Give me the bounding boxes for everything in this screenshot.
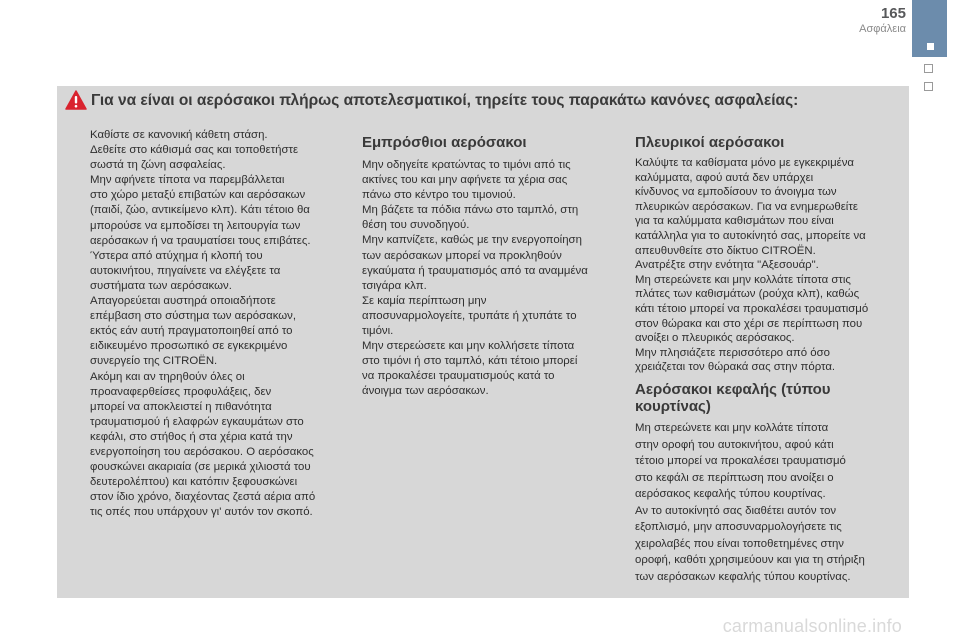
text-line: στο τιμόνι ή στο ταμπλό, κάτι τέτοιο μπορεί [362,355,578,368]
text-line: χρειάζεται τον θώρακά σας στην πόρτα. [635,361,836,374]
text-line: καλύμματα, αφού αυτά δεν υπάρχει [635,171,814,184]
page-number: 165 [880,5,906,22]
text-line: στην οροφή του αυτοκινήτου, αφού κάτι [635,438,834,451]
watermark: carmanualsonline.info [722,616,902,636]
text-line: Αν το αυτοκίνητό σας διαθέτει αυτόν τον [635,504,837,517]
text-line: Απαγορεύεται αυστηρά οποιαδήποτε [90,295,276,308]
text-line: πάνω στο κέντρο του τιμονιού. [362,189,516,202]
text-line: (παιδί, ζώο, αντικείμενο κλπ). Κάτι τέτοιο θα [90,204,310,217]
text-line: πλευρικών αερόσακων. Για να ενημερωθείτε [635,200,858,213]
text-line: Μην οδηγείτε κρατώντας το τιμόνι από τις [362,159,571,171]
text-line: στον ίδιο χρόνο, διαχέοντας ζεστά αέρια από [90,491,316,504]
text-line: στο χώρο μεταξύ επιβατών και αερόσακων [90,189,306,202]
chapter-tab-empty[interactable] [924,64,933,73]
text-line: φουσκώνει ακαριαία (σε μερικά χιλιοστά του [90,461,311,474]
text-line: Καλύψτε τα καθίσματα μόνο με εγκεκριμένα [635,157,854,169]
section-name: Ασφάλεια [859,23,906,35]
text-line: Μην καπνίζετε, καθώς με την ενεργοποίηση [362,234,582,247]
text-line: Σε καμία περίπτωση μην [362,294,487,307]
text-line: ενεργοποίηση του αερόσακου. Ο αερόσακος [90,445,314,458]
text-line: απευθυνθείτε στο δίκτυο CITROËN. [635,244,816,257]
text-line: ειδικευμένο προσωπικό σε εγκεκριμένο [90,340,288,353]
text-line: αερόσακος κεφαλής τύπου κουρτίνας. [635,488,826,500]
text-line: κεφάλι, στο στήθος ή στα χέρια κατά την [90,430,293,443]
text-line: των αερόσακων μπορεί να προκληθούν [362,249,562,262]
text-line: ακτίνες του και μην αφήνετε τα χέρια σας [362,174,568,187]
text-line: Μη στερεώνετε και μην κολλάτε τίποτα στις [635,273,851,286]
text-line: μπορούσε να εμποδίσει τη λειτουργία των [90,219,301,232]
text-line: χειρολαβές που είναι τοποθετημένες στην [635,537,845,550]
text-line: εκτός εάν αυτή πραγματοποιηθεί από το [90,325,293,338]
text-line: Μην αφήνετε τίποτα να παρεμβάλλεται [90,174,285,187]
text-line: αποσυναρμολογείτε, τρυπάτε ή χτυπάτε το [362,309,577,322]
text-line: για τα καλύμματα καθισμάτων που είναι [635,215,834,228]
text-line: δευτερολέπτου) και κατόπιν ξεφουσκώνει [90,476,298,489]
front-airbags-text [362,158,620,400]
text-line: Δεθείτε στο κάθισμά σας και τοποθετήστε [90,144,299,157]
front-airbags-heading: Εμπρόσθιοι αερόσακοι [362,134,527,151]
text-line: επέμβαση στο σύστημα των αερόσακων, [90,310,297,323]
safety-rules-title: Για να είναι οι αερόσακοι πλήρως αποτελεσματικοί, τηρείτε τους παρακάτω κανόνες ασφαλείας: [91,92,799,109]
curtain-airbags-text [635,420,895,585]
text-line: να προκαλέσει τραυματισμούς κατά το [362,370,555,383]
text-line: Ανατρέξτε στην ενότητα "Αξεσουάρ". [635,259,819,272]
text-line: μπορεί να αποκλειστεί η πιθανότητα [90,400,272,413]
text-line: κίνδυνος να εμποδίσουν το άνοιγμα των [635,186,837,199]
text-line: τις οπές που υπάρχουν γι' αυτόν τον σκοπό. [90,506,313,519]
text-line: των αερόσακων κεφαλής τύπου κουρτίνας. [635,570,851,583]
text-line: εγκαύματα ή τραυματισμός από τα αναμμένα [362,264,588,277]
side-airbags-text [635,156,895,375]
text-line: Μη στερεώνετε και μην κολλάτε τίποτα [635,422,829,434]
text-line: Καθίστε σε κανονική κάθετη στάση. [90,129,268,141]
text-line: εξοπλισμό, μην αποσυναρμολογήσετε τις [635,521,842,533]
text-line: κατάλληλα για το αυτοκίνητό σας, μπορείτε να [635,229,866,242]
general-rules-text [90,128,355,520]
text-line: ανοίξει ο πλευρικός αερόσακος. [635,332,795,345]
text-line: Ύστερα από ατύχημα ή κλοπή του [90,249,263,262]
text-line: Μην πλησιάζετε περισσότερο από όσο [635,346,830,359]
tab-square-icon [927,43,934,50]
text-line: Μην στερεώσετε και μην κολλήσετε τίποτα [362,340,575,353]
text-line: συνεργείο της CITROËN. [90,355,218,368]
text-line: άνοιγμα των αερόσακων. [362,385,489,398]
text-line: Ακόμη και αν τηρηθούν όλες οι [90,370,245,383]
text-line: αερόσακων ή να τραυματίσει τους επιβάτες. [90,234,311,247]
text-line: προαναφερθείσες προφυλάξεις, δεν [90,385,272,398]
chapter-tab-active[interactable] [912,0,947,57]
page-header [859,6,906,36]
text-line: αυτοκινήτου, πηγαίνετε να ελέγξετε τα [90,264,281,277]
text-line: Μη βάζετε τα πόδια πάνω στο ταμπλό, στη [362,204,579,217]
text-line: στον θώρακα και στο χέρι σε περίπτωση που [635,317,863,330]
text-line: τέτοιο μπορεί να προκαλέσει τραυματισμό [635,455,846,467]
curtain-airbags-heading: Αερόσακοι κεφαλής (τύπου κουρτίνας) [635,381,831,415]
text-line: πλάτες των καθισμάτων (ρούχα κλπ), καθώς [635,288,860,301]
text-line: συστήματα των αερόσακων. [90,279,232,292]
warning-exclamation-icon [65,90,87,110]
text-line: σωστά τη ζώνη ασφαλείας. [90,159,226,172]
side-airbags-heading: Πλευρικοί αερόσακοι [635,134,785,151]
text-line: οροφή, καθότι χρησιμεύουν και για τη στήριξη [635,554,865,566]
text-line: τσιγάρα κλπ. [362,279,427,292]
text-line: θέση του συνοδηγού. [362,219,470,232]
chapter-tab-empty[interactable] [924,82,933,91]
text-line: τραυματισμού ή ελαφρών εγκαυμάτων στο [90,415,304,428]
text-line: στο κεφάλι σε περίπτωση που ανοίξει ο [635,471,834,484]
text-line: κάτι τέτοιο μπορεί να προκαλέσει τραυματισμό [635,302,869,315]
text-line: τιμόνι. [362,325,394,338]
